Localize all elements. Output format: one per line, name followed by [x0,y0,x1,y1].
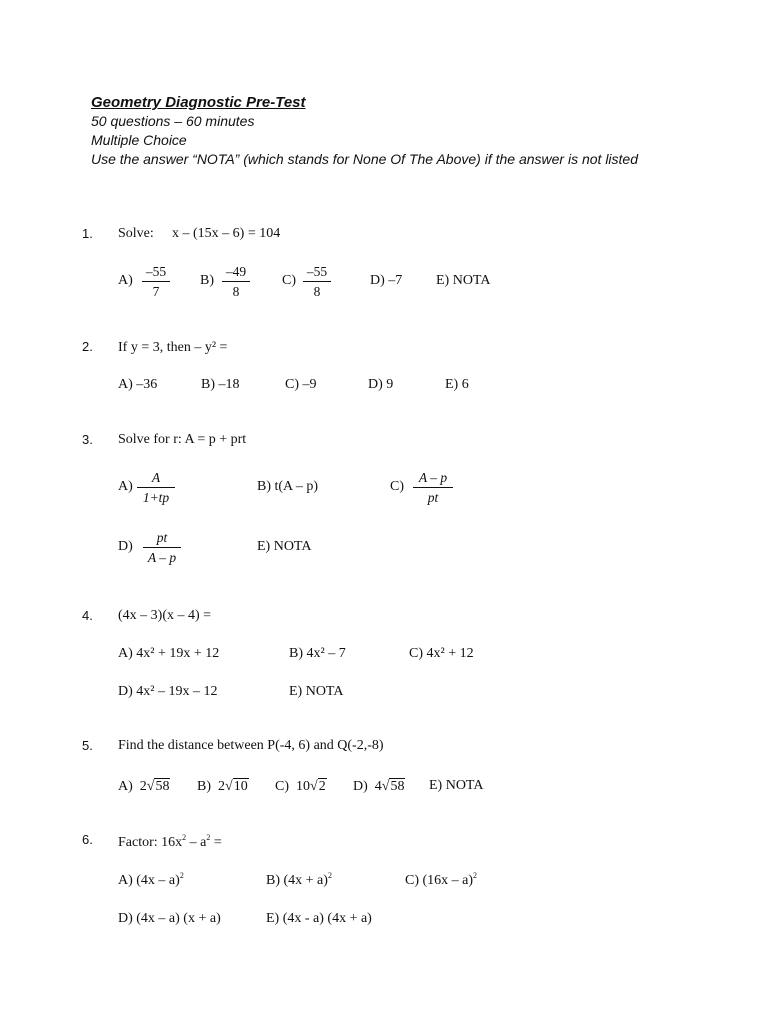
choice-a-label: A) [118,273,133,288]
denominator: A – p [147,550,177,565]
choice-d-label: D) [118,539,133,554]
square-root: √58 [381,779,405,794]
choice-b: B) $(4x + a)^2$ [266,871,332,888]
numerator: A [151,470,161,485]
choice-b-fraction [222,263,250,300]
radicand: 10 [233,779,248,794]
choice-a-label: A) [118,479,133,494]
choice-text: B) (4x + a) [266,873,328,888]
question-prompt: If y = 3, then – y² = [118,340,228,355]
coefficient: 10 [296,779,310,794]
header-question-count: 50 questions – 60 minutes [91,113,255,129]
prompt-part: – a [186,835,207,850]
choice-e: E) NOTA [289,684,344,699]
question-prompt: Factor: $16x^2 - a^2$ = [118,833,222,850]
header-format: Multiple Choice [91,132,187,148]
choice-a-fraction [137,469,175,506]
numerator: A – p [418,470,448,485]
question-prompt: Solve for r: A = p + prt [118,432,247,447]
radicand: 58 [390,779,405,794]
choice-label: D) [353,779,368,794]
choice-label: C) [275,779,289,794]
prompt-part: = [210,835,222,850]
choice-e: E) 6 [445,377,469,392]
header-instructions: Use the answer “NOTA” (which stands for None Of The Above) if the answer is not listed [91,151,638,167]
choice-c: C) (16x – a)$^2$ [405,871,478,888]
choice-b: B) 4x² – 7 [289,646,346,661]
choice-d: D) 9 [368,377,394,392]
denominator: 8 [232,284,240,299]
numerator: –49 [225,264,247,279]
choice-c-fraction [413,469,453,506]
question-number: 1. [82,226,93,241]
denominator: 8 [313,284,321,299]
question-equation: x – (15x – 6) = 104 [172,226,281,241]
choice-label: A) [118,779,133,794]
question-number: 5. [82,738,93,753]
square-root: √10 [225,779,248,794]
coefficient: 2 [139,779,147,794]
choice-d-fraction [143,529,181,566]
coefficient: 2 [218,779,225,794]
choice-a: A) –36 [118,377,158,392]
question-prompt: (4x – 3)(x – 4) = [118,608,212,623]
denominator: pt [427,490,439,505]
numerator: pt [156,530,168,545]
choice-c: C) –9 [285,377,317,392]
choice-b [197,778,249,795]
radicand: 2 [318,779,326,794]
denominator: 7 [152,284,160,299]
choice-a-fraction [142,263,170,300]
choice-a: A) 4x² + 19x + 12 [118,646,220,661]
choice-e: E) NOTA [257,539,312,554]
choice-c: C) 4x² + 12 [409,646,474,661]
choice-c-label: C) [282,273,296,288]
question-number: 2. [82,339,93,354]
square-root: √2 [310,779,326,794]
choice-d: D) 4x² – 19x – 12 [118,684,218,699]
choice-b: B) –18 [201,377,240,392]
choice-label: B) [197,779,211,794]
choice-b-label: B) [200,273,214,288]
question-number: 4. [82,608,93,623]
question-prompt: Find the distance between P(-4, 6) and Q(-2,-8) [118,738,384,753]
question-prompt: Solve: [118,226,154,241]
choice-d: D) (4x – a) (x + a) [118,911,221,926]
choice-c [275,778,327,795]
numerator: –55 [306,264,328,279]
radicand: 58 [155,779,170,794]
choice-c-label: C) [390,479,404,494]
choice-a: A) (4x – a)$^2$ [118,871,184,888]
question-number: 6. [82,832,93,847]
choice-d [353,778,405,795]
question-number: 3. [82,432,93,447]
choice-e: E) NOTA [436,273,491,288]
choice-e: E) (4x - a) (4x + a) [266,911,372,926]
denominator: 1+tp [142,490,170,505]
square-root: √58 [146,779,170,794]
prompt-part: Factor: 16x [118,835,183,850]
choice-text: C) (16x – a) [405,873,474,888]
choice-d: D) –7 [370,273,403,288]
choice-c-fraction [303,263,331,300]
choice-b: B) t(A – p) [257,479,319,494]
coefficient: 4 [374,779,382,794]
choice-text: A) (4x – a) [118,873,180,888]
numerator: –55 [145,264,167,279]
page-title: Geometry Diagnostic Pre-Test [91,94,306,111]
choice-a [118,778,170,795]
choice-e: E) NOTA [429,778,484,793]
